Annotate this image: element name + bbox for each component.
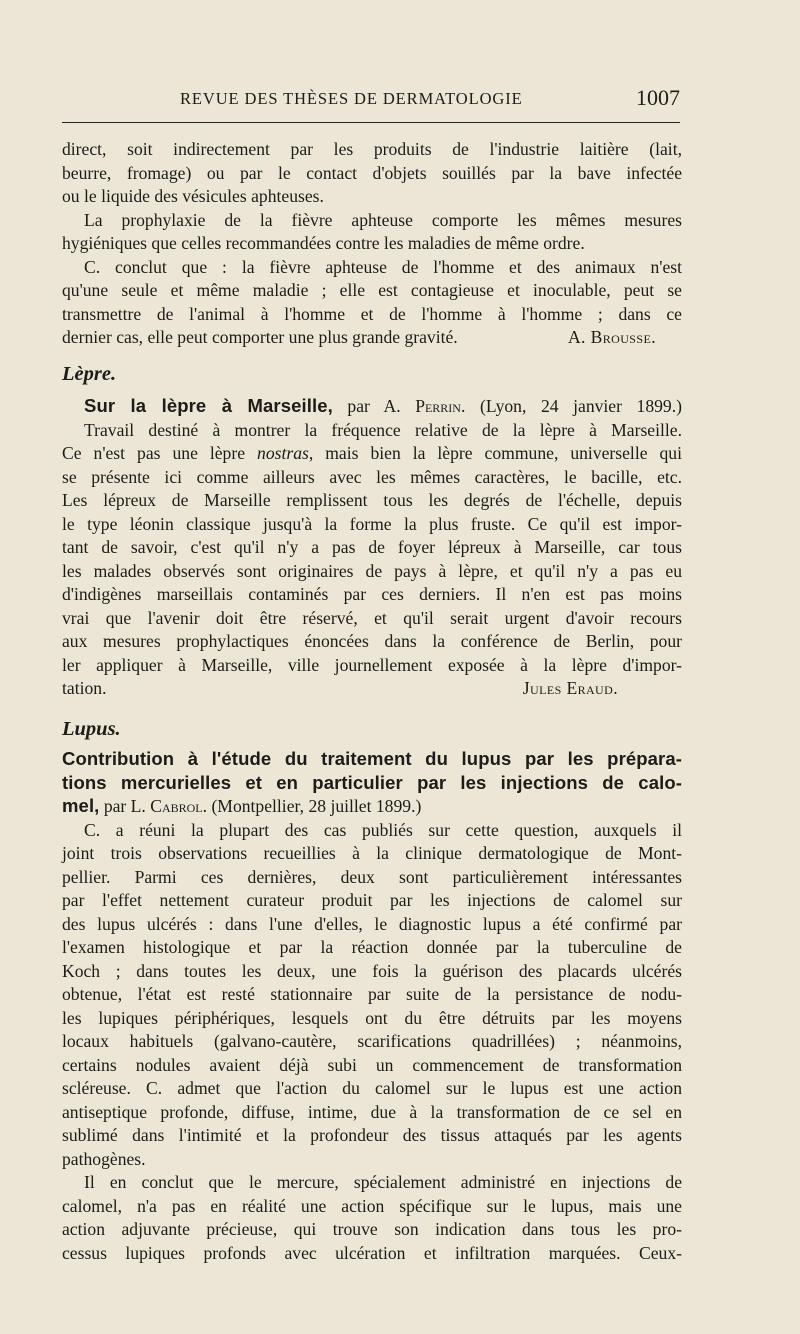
text-segment: dernier cas, elle peut comporter une plus grande gravité. xyxy=(62,327,458,347)
text-line xyxy=(62,326,682,350)
byline-rest: . (Lyon, 24 janvier 1899.) xyxy=(460,396,682,416)
section-heading-lepre: Lèpre. xyxy=(62,362,117,385)
header-rule xyxy=(62,122,680,123)
text-line: qu'une seule et même maladie ; elle est contagieuse et inoculable, peut se xyxy=(62,280,682,300)
signature: A. Brousse. xyxy=(567,327,656,347)
signature: Jules Eraud. xyxy=(522,678,618,698)
text-line: direct, soit indirectement par les produits de l'industrie laitière (lait, xyxy=(62,139,682,159)
text-line: se présente ici comme ailleurs avec les mêmes caractères, le bacille, etc. xyxy=(62,466,682,487)
text-line: pellier. Parmi ces dernières, deux sont particulièrement intéressantes xyxy=(62,866,682,887)
text-line: les lupiques périphériques, lesquels ont du être détruits par les moyens xyxy=(62,1007,682,1028)
text-line: aux mesures prophylactiques énoncées dans la conférence de Berlin, pour xyxy=(62,631,682,651)
text-line: Travail destiné à montrer la fréquence relative de la lèpre à Marseille. xyxy=(84,419,682,440)
text-line: d'indigènes marseillais contaminés par ces derniers. Il n'en est pas moins xyxy=(62,584,682,604)
text-line: C. conclut que : la fièvre aphteuse de l'homme et des animaux n'est xyxy=(84,256,682,277)
text-line: beurre, fromage) ou par le contact d'objets souillés par la bave infectée xyxy=(62,162,682,183)
byline-rest: . (Montpellier, 28 juillet 1899.) xyxy=(202,796,422,816)
text-line: des lupus ulcérés : dans l'une d'elles, le diagnostic lupus a été confirmé par xyxy=(62,913,682,934)
text-segment: tation. xyxy=(62,678,107,698)
section-heading-lupus: Lupus. xyxy=(62,717,121,740)
text-line: C. a réuni la plupart des cas publiés sur cette question, auxquels il xyxy=(84,819,682,840)
article-title: Sur la lèpre à Marseille, xyxy=(84,395,333,416)
text-line: le type léonin classique jusqu'à la forme la plus fruste. Ce qu'il est impor- xyxy=(62,513,682,534)
byline-par: par L. xyxy=(99,796,151,816)
article-body xyxy=(62,138,682,1265)
text-line: cessus lupiques profonds avec ulcération et infiltration marquées. Ceux- xyxy=(62,1242,682,1263)
text-line: hygiéniques que celles recommandées contre les maladies de même ordre. xyxy=(62,233,585,253)
author: Cabrol xyxy=(150,796,203,816)
text-line: calomel, n'a pas en réalité une action spécifique sur le lupus, mais une xyxy=(62,1195,682,1216)
article-title-line: tions mercurielles et en particulier par les injections de calo- xyxy=(62,771,682,793)
text-line: Les lépreux de Marseille remplissent tous les degrés de l'échelle, depuis xyxy=(62,490,682,510)
article-title: mel, xyxy=(62,795,100,816)
text-segment: Ce n'est pas une lèpre xyxy=(62,443,258,463)
text-line: Il en conclut que le mercure, spécialement administré en injections de xyxy=(84,1172,682,1192)
text-line: pathogènes. xyxy=(62,1148,146,1169)
text-line: ler appliquer à Marseille, ville journellement exposée à la lèpre d'impor- xyxy=(62,654,682,675)
text-line: sublimé dans l'intimité et la profondeur des tissus attaqués par les agents xyxy=(62,1125,682,1145)
text-line: les malades observés sont originaires de pays à lèpre, et qu'il n'y a pas eu xyxy=(62,560,682,581)
text-segment: , mais bien la lèpre commune, universelle qui xyxy=(308,443,682,463)
page-number: 1007 xyxy=(636,85,680,110)
text-line xyxy=(62,677,682,701)
text-line: joint trois observations recueillies à la clinique dermatologique de Mont- xyxy=(62,843,682,863)
text-line: l'examen histologique et par la réaction donnée par la tuberculine de xyxy=(62,937,682,957)
text-line: obtenue, l'état est resté stationnaire par suite de la persistance de nodu- xyxy=(62,984,682,1004)
article-title-line xyxy=(62,794,682,819)
text-line: ou le liquide des vésicules aphteuses. xyxy=(62,186,324,206)
text-line: antiseptique profonde, diffuse, intime, due à la transformation de ce sel en xyxy=(62,1101,682,1122)
text-line: tant de savoir, c'est qu'il n'y a pas de foyer lépreux à Marseille, car tous xyxy=(62,537,682,557)
article-title-line xyxy=(62,394,682,419)
text-line: par l'effet nettement curateur produit par les injections de calomel sur xyxy=(62,890,682,910)
running-title: REVUE DES THÈSES DE DERMATOLOGIE xyxy=(180,89,523,108)
author: Perrin xyxy=(415,396,461,416)
text-line xyxy=(62,442,682,466)
text-line: locaux habituels (galvano-cautère, scarifications quadrillées) ; néanmoins, xyxy=(62,1031,682,1051)
text-emphasis: nostras xyxy=(257,443,309,463)
text-line: action adjuvante précieuse, qui trouve son indication dans tous les pro- xyxy=(62,1219,682,1239)
text-line: La prophylaxie de la fièvre aphteuse comporte les mêmes mesures xyxy=(84,209,682,230)
text-line: Koch ; dans toutes les deux, une fois la guérison des placards ulcérés xyxy=(62,960,682,981)
byline-par: par A. xyxy=(332,396,416,416)
running-header xyxy=(62,85,680,111)
article-title-line: Contribution à l'étude du traitement du lupus par les prépara- xyxy=(62,748,682,769)
text-line: scléreuse. C. admet que l'action du calomel sur le lupus est une action xyxy=(62,1078,682,1098)
text-line: certains nodules avaient déjà subi un commencement de transformation xyxy=(62,1054,682,1075)
text-line: transmettre de l'animal à l'homme et de l'homme à l'homme ; dans ce xyxy=(62,303,682,324)
text-line: vrai que l'avenir doit être réservé, et qu'il serait urgent d'avoir recours xyxy=(62,607,682,628)
